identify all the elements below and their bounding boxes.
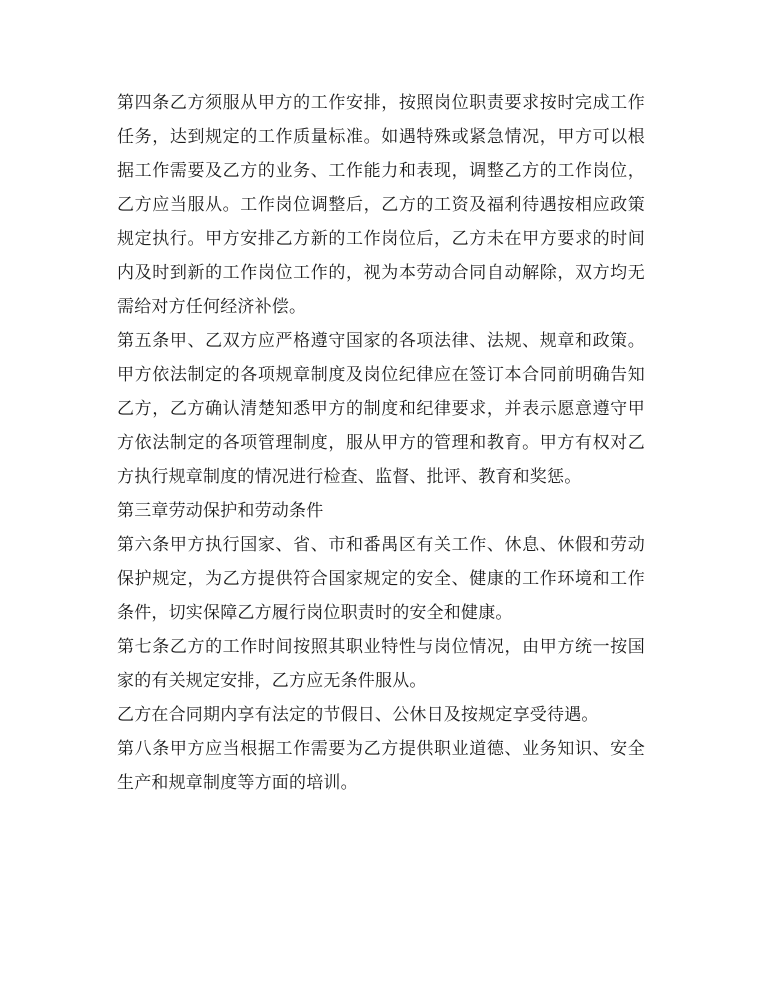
chapter-3-heading: 第三章劳动保护和劳动条件 xyxy=(117,501,324,521)
document-page xyxy=(117,86,645,800)
article-5-paragraph: 第五条甲、乙双方应严格遵守国家的各项法律、法规、规章和政策。甲方依法制定的各项规章制度及岗位纪律应在签订本合同前明确告知乙方，乙方确认清楚知悉甲方的制度和纪律要求，并表示愿意遵守甲方依法制定的各项管理制度，服从甲方的管理和教育。甲方有权对乙方执行规章制度的情况进行检查、监督、批评、教育和奖惩。 xyxy=(117,331,645,487)
article-8-paragraph: 第八条甲方应当根据工作需要为乙方提供职业道德、业务知识、安全生产和规章制度等方面的培训。 xyxy=(117,739,645,793)
article-4-paragraph: 第四条乙方须服从甲方的工作安排，按照岗位职责要求按时完成工作任务，达到规定的工作质量标准。如遇特殊或紧急情况，甲方可以根据工作需要及乙方的业务、工作能力和表现，调整乙方的工作岗位，乙方应当服从。工作岗位调整后，乙方的工资及福利待遇按相应政策规定执行。甲方安排乙方新的工作岗位后，乙方未在甲方要求的时间内及时到新的工作岗位工作的，视为本劳动合同自动解除，双方均无需给对方任何经济补偿。 xyxy=(117,93,645,317)
article-6-paragraph: 第六条甲方执行国家、省、市和番禺区有关工作、休息、休假和劳动保护规定，为乙方提供符合国家规定的安全、健康的工作环境和工作条件，切实保障乙方履行岗位职责时的安全和健康。 xyxy=(117,535,645,623)
holiday-paragraph: 乙方在合同期内享有法定的节假日、公休日及按规定享受待遇。 xyxy=(117,705,599,725)
article-7-paragraph: 第七条乙方的工作时间按照其职业特性与岗位情况，由甲方统一按国家的有关规定安排，乙方应无条件服从。 xyxy=(117,637,645,691)
